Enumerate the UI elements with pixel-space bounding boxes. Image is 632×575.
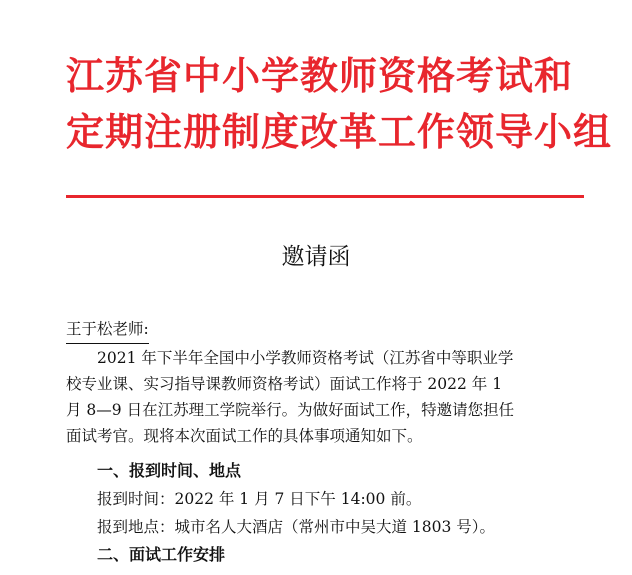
intro-line-3: 月 8—9 日在江苏理工学院举行。为做好面试工作，特邀请您担任: [66, 401, 515, 419]
section-heading-registration: 一、报到时间、地点: [97, 461, 242, 480]
red-header-divider: [66, 195, 584, 198]
registration-time: 报到时间：2022 年 1 月 7 日下午 14:00 前。: [97, 490, 422, 508]
intro-line-2: 校专业课、实习指导课教师资格考试）面试工作将于 2022 年 1: [66, 375, 503, 393]
registration-location: 报到地点：城市名人大酒店（常州市中吴大道 1803 号）。: [97, 518, 496, 536]
intro-line-4: 面试考官。现将本次面试工作的具体事项通知如下。: [66, 427, 423, 445]
intro-line-1: 2021 年下半年全国中小学教师资格考试（江苏省中等职业学: [97, 349, 514, 367]
intro-paragraph: [66, 345, 586, 449]
section-heading-interview-arrangement: 二、面试工作安排: [97, 545, 226, 564]
issuer-title-line-2: 定期注册制度改革工作领导小组: [66, 109, 613, 154]
salutation: 王于松老师:: [66, 316, 149, 344]
issuer-title-line-1: 江苏省中小学教师资格考试和: [66, 53, 574, 98]
document-title: 邀请函: [281, 244, 351, 270]
